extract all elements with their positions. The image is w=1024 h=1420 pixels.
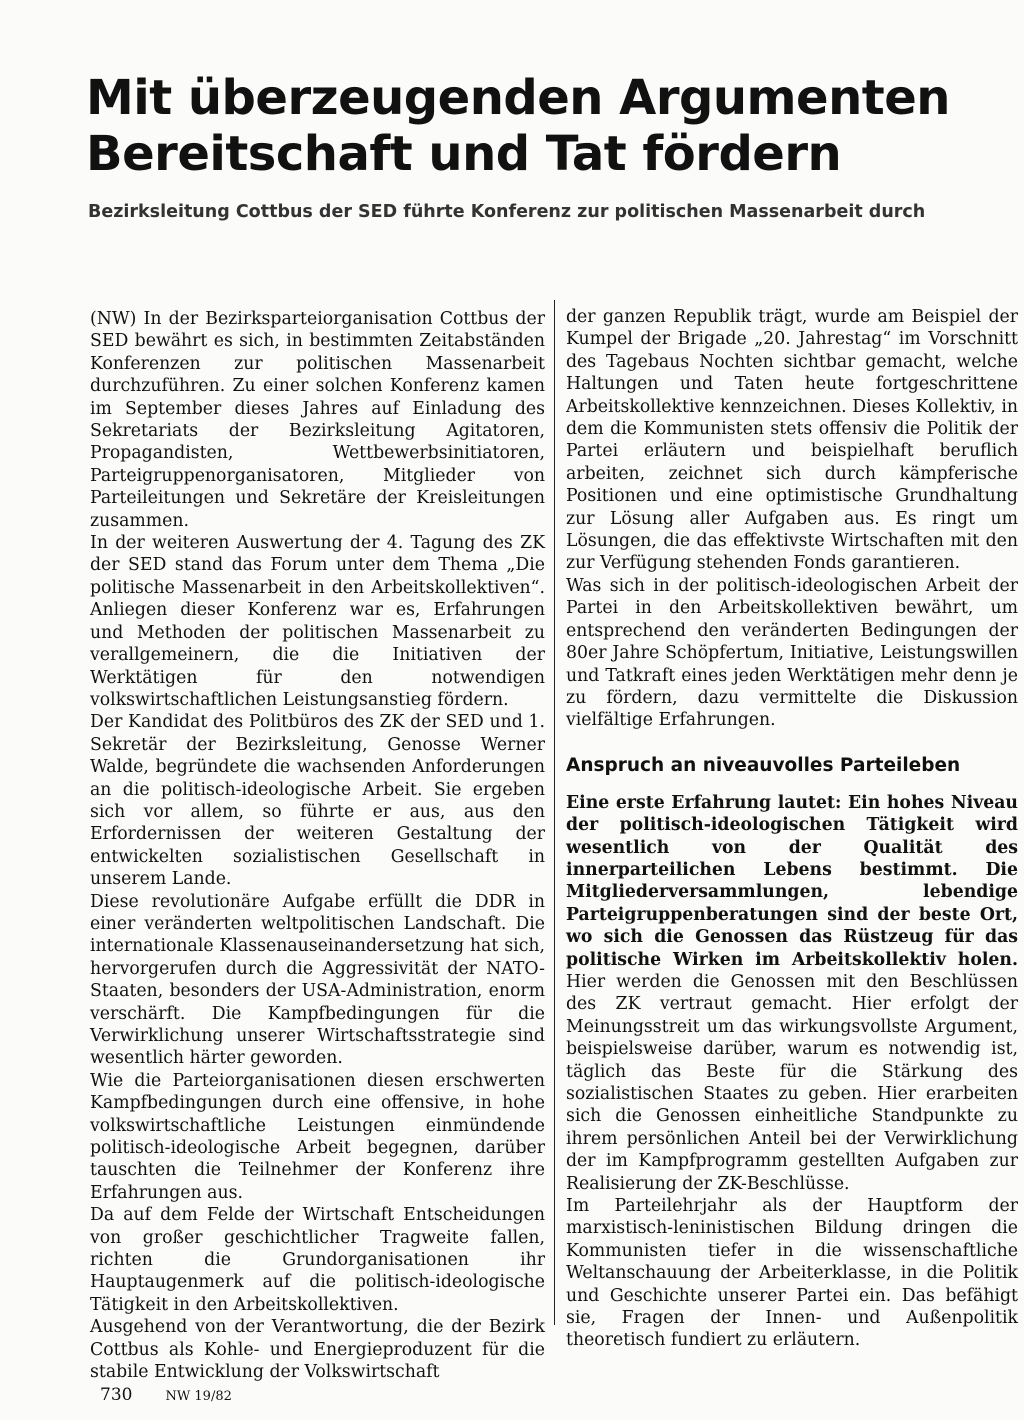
paragraph: der ganzen Republik trägt, wurde am Beispiel der Kumpel der Brigade „20. Jahrestag“ im Vorschnitt des Tagebaus Nochten sichtbar gemacht, welche Haltungen und Taten heute fortgeschrittene Arbeitskollektive kennzeichnen. Dieses Kollektiv, in dem die Kommunisten stets offensiv die Politik der Partei erläutern und beispielhaft beruflich arbeiten, zeichnet sich durch kämpferische Positionen und eine optimistische Grundhaltung zur Lösung aller Aufgaben aus. Es ringt um Lösungen, die das effektivste Wirtschaften mit den zur Verfügung stehenden Fonds garantieren.	[566, 307, 1018, 574]
headline-line-2: Bereitschaft und Tat fördern	[86, 126, 842, 182]
article-subheadline: Bezirksleitung Cottbus der SED führte Konferenz zur politischen Massenarbeit durch	[88, 202, 926, 222]
page-number: 730	[100, 1385, 133, 1405]
paragraph: Was sich in der politisch-ideologischen Arbeit der Partei in den Arbeitskollektiven bewährt, um entsprechend den veränderten Bedingungen der 80er Jahre Schöpfertum, Initiative, Leistungswillen und Tatkraft eines jeden Werktätigen mehr denn je zu fördern, dazu vermittelte die Diskussion vielfältige Erfahrungen.	[566, 575, 1018, 731]
paragraph: In der weiteren Auswertung der 4. Tagung des ZK der SED stand das Forum unter dem Thema „Die politische Massenarbeit in den Arbeitskollektiven“. Anliegen dieser Konferenz war es, Erfahrungen und Methoden der politischen Massenarbeit zu verallgemeinern, die die Initiativen der Werktätigen für den notwendigen volkswirtschaftlichen Leistungsanstieg fördern.	[90, 533, 545, 710]
issue-reference: NW 19/82	[165, 1389, 232, 1404]
paragraph: Der Kandidat des Politbüros des ZK der SED und 1. Sekretär der Bezirksleitung, Genosse Werner Walde, begründete die wachsenden Anforderungen an die politisch-ideologische Arbeit. Sie ergeben sich vor allem, so führte er aus, aus den Erfordernissen der weiteren Gestaltung der entwickelten sozialistischen Gesellschaft in unserem Lande.	[90, 712, 545, 890]
column-divider	[554, 300, 555, 1325]
left-column	[90, 308, 545, 1384]
paragraph: (NW) In der Bezirksparteiorganisation Cottbus der SED bewährt es sich, in bestimmten Zeitabständen Konferenzen zur politischen Massenarbeit durchzuführen. Zu einer solchen Konferenz kamen im September dieses Jahres auf Einladung des Sekretariats der Bezirksleitung Agitatoren, Propagandisten, Wettbewerbsinitiatoren, Parteigruppenorganisatoren, Mitglieder von Parteileitungen und Sekretäre der Kreisleitungen zusammen.	[90, 309, 545, 531]
right-column	[566, 306, 1018, 1352]
article-headline	[86, 70, 986, 182]
paragraph: Ausgehend von der Verantwortung, die der Bezirk Cottbus als Kohle- und Energieproduzent für die stabile Entwicklung der Volkswirtschaft	[90, 1317, 545, 1383]
bold-lead-text: Eine erste Erfahrung lautet: Ein hohes Niveau der politisch-ideologischen Tätigkeit wird wesentlich von der Qualität des innerparteilichen Lebens bestimmt. Die Mitgliederversammlungen, lebendige Parteigruppenberatungen sind der beste Ort, wo sich die Genossen das Rüstzeug für das politische Wirken im Arbeitskollektiv holen.	[566, 792, 1018, 970]
section-heading: Anspruch an niveauvolles Parteileben	[566, 754, 961, 776]
page-footer	[100, 1385, 232, 1405]
headline-line-1: Mit überzeugenden Argumenten	[86, 70, 950, 126]
paragraph: Wie die Parteiorganisationen diesen erschwerten Kampfbedingungen durch eine offensive, in hohe volkswirtschaftliche Leistungen einmündende politisch-ideologische Arbeit begegnen, darüber tauschten die Teilnehmer der Konferenz ihre Erfahrungen aus.	[90, 1070, 545, 1203]
paragraph	[566, 792, 1018, 1195]
paragraph-continuation: Hier werden die Genossen mit den Beschlüssen des ZK vertraut gemacht. Hier erfolgt der Meinungsstreit um das wirkungsvollste Argument, beispielsweise darüber, warum es notwendig ist, täglich das Beste für die Stärkung des sozialistischen Staates zu geben. Hier erarbeiten sich die Genossen einheitliche Standpunkte zu ihrem persönlichen Anteil bei der Verwirklichung der im Kampfprogramm gestellten Aufgaben zur Realisierung der ZK-Beschlüsse.	[566, 971, 1018, 1194]
paragraph: Da auf dem Felde der Wirtschaft Entscheidungen von großer geschichtlicher Tragweite fallen, richten die Grundorganisationen ihr Hauptaugenmerk auf die politisch-ideologische Tätigkeit in den Arbeitskollektiven.	[90, 1205, 545, 1315]
paragraph: Im Parteilehrjahr als der Hauptform der marxistisch-leninistischen Bildung dringen die Kommunisten tiefer in die wissenschaftliche Weltanschauung der Arbeiterklasse, in die Politik und Geschichte unserer Partei ein. Das befähigt sie, Fragen der Innen- und Außenpolitik theoretisch fundiert zu erläutern.	[566, 1196, 1018, 1351]
paragraph: Diese revolutionäre Aufgabe erfüllt die DDR in einer veränderten weltpolitischen Landschaft. Die internationale Klassenauseinandersetzung hat sich, hervorgerufen durch die Aggressivität der NATO-Staaten, besonders der USA-Administration, enorm verschärft. Die Kampfbedingungen für die Verwirklichung unserer Wirtschaftsstrategie sind wesentlich härter geworden.	[90, 891, 545, 1069]
